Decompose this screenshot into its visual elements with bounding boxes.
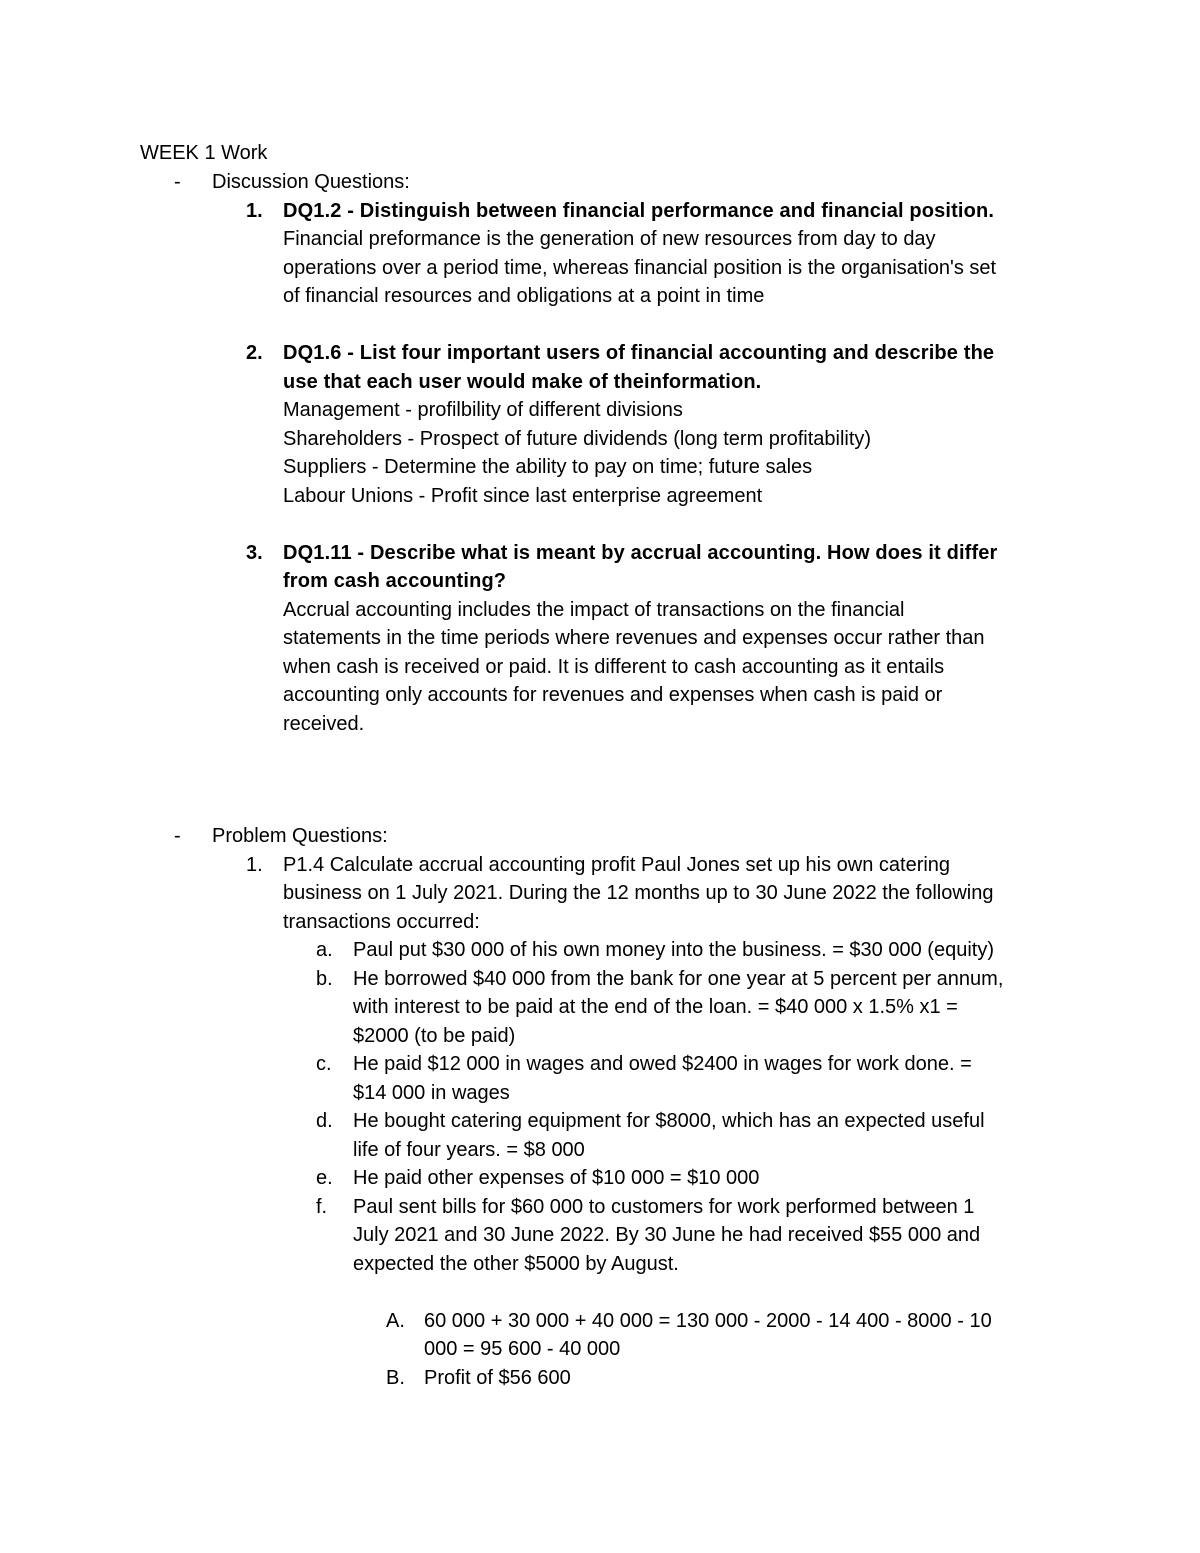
answer-line: Labour Unions - Profit since last enterprise agreement xyxy=(283,484,763,507)
item-line: Paul sent bills for $60 000 to customers for work performed between 1 xyxy=(353,1195,975,1218)
item-letter: f. xyxy=(316,1195,328,1218)
item-line: He bought catering equipment for $8000, which has an expected useful xyxy=(353,1110,985,1132)
answer-letter: B. xyxy=(386,1366,405,1389)
answer-line: Shareholders - Prospect of future dividends (long term profitability) xyxy=(283,427,872,450)
problem-section xyxy=(140,822,1080,1392)
item-line: $14 000 in wages xyxy=(353,1081,510,1104)
discussion-section xyxy=(140,168,1080,738)
item-letter: d. xyxy=(316,1110,333,1132)
question-title: DQ1.2 - Distinguish between financial performance and financial position. xyxy=(283,199,995,222)
bullet-dash: - xyxy=(174,171,181,193)
document-title: WEEK 1 Work xyxy=(140,142,268,164)
item-line: Paul put $30 000 of his own money into the business. = $30 000 (equity) xyxy=(353,939,994,961)
problem-item-e xyxy=(140,1164,1063,1193)
answer-line: received. xyxy=(283,712,365,735)
question-title-line: from cash accounting? xyxy=(283,570,507,592)
item-line: with interest to be paid at the end of the loan. = $40 000 x 1.5% x1 = xyxy=(353,996,958,1018)
answer-letter: A. xyxy=(386,1309,405,1332)
answer-line: Accrual accounting includes the impact of transactions on the financial xyxy=(283,598,905,621)
answer-line: of financial resources and obligations at a point in time xyxy=(283,285,765,307)
answer-line: Profit of $56 600 xyxy=(424,1366,571,1389)
item-line: life of four years. = $8 000 xyxy=(353,1138,585,1161)
problem-heading: Problem Questions: xyxy=(212,825,388,847)
problem-question-1 xyxy=(140,851,1063,937)
answer-line: operations over a period time, whereas financial position is the organisation's set xyxy=(283,256,997,279)
item-letter: b. xyxy=(316,967,333,990)
item-line: He borrowed $40 000 from the bank for one year at 5 percent per annum, xyxy=(353,967,1004,990)
answer-line: statements in the time periods where revenues and expenses occur rather than xyxy=(283,627,985,649)
bullet-dash: - xyxy=(174,825,181,847)
item-letter: a. xyxy=(316,939,333,961)
item-line: expected the other $5000 by August. xyxy=(353,1252,679,1275)
question-number: 1. xyxy=(246,199,263,222)
item-line: He paid $12 000 in wages and owed $2400 in wages for work done. = xyxy=(353,1053,972,1075)
answer-line: Management - profilbility of different divisions xyxy=(283,399,683,421)
question-title-line: DQ1.11 - Describe what is meant by accrual accounting. How does it differ xyxy=(283,541,998,564)
answer-item-a xyxy=(140,1307,1084,1364)
discussion-heading: Discussion Questions: xyxy=(212,171,410,193)
item-line: July 2021 and 30 June 2022. By 30 June he had received $55 000 and xyxy=(353,1224,981,1246)
question-title-line: DQ1.6 - List four important users of financial accounting and describe the xyxy=(283,342,995,364)
discussion-question-1 xyxy=(140,197,1063,311)
discussion-heading-row xyxy=(140,168,1080,197)
problem-line: business on 1 July 2021. During the 12 months up to 30 June 2022 the following xyxy=(283,882,994,904)
item-line: He paid other expenses of $10 000 = $10 000 xyxy=(353,1167,760,1189)
question-number: 3. xyxy=(246,541,263,564)
answer-line: Suppliers - Determine the ability to pay on time; future sales xyxy=(283,456,813,478)
answer-line: when cash is received or paid. It is different to cash accounting as it entails xyxy=(283,655,945,678)
problem-item-d xyxy=(140,1107,1063,1164)
problem-heading-row xyxy=(140,822,1080,851)
answer-line: 000 = 95 600 - 40 000 xyxy=(424,1338,621,1360)
problem-item-a xyxy=(140,936,1063,965)
question-title-line: use that each user would make of theinformation. xyxy=(283,370,762,393)
item-letter: e. xyxy=(316,1167,333,1189)
discussion-question-3 xyxy=(140,539,1063,739)
problem-item-b xyxy=(140,965,1063,1051)
problem-item-f xyxy=(140,1193,1063,1279)
question-number: 2. xyxy=(246,342,263,364)
answer-line: Financial preformance is the generation of new resources from day to day xyxy=(283,228,936,250)
question-number: 1. xyxy=(246,853,263,876)
item-letter: c. xyxy=(316,1053,332,1075)
problem-line: transactions occurred: xyxy=(283,910,480,933)
problem-item-c xyxy=(140,1050,1063,1107)
problem-line: P1.4 Calculate accrual accounting profit Paul Jones set up his own catering xyxy=(283,853,951,876)
answer-line: accounting only accounts for revenues and expenses when cash is paid or xyxy=(283,684,943,706)
answer-item-b xyxy=(140,1364,1084,1393)
item-line: $2000 (to be paid) xyxy=(353,1024,516,1047)
answer-line: 60 000 + 30 000 + 40 000 = 130 000 - 2000 - 14 400 - 8000 - 10 xyxy=(424,1309,992,1332)
discussion-question-2 xyxy=(140,339,1063,510)
